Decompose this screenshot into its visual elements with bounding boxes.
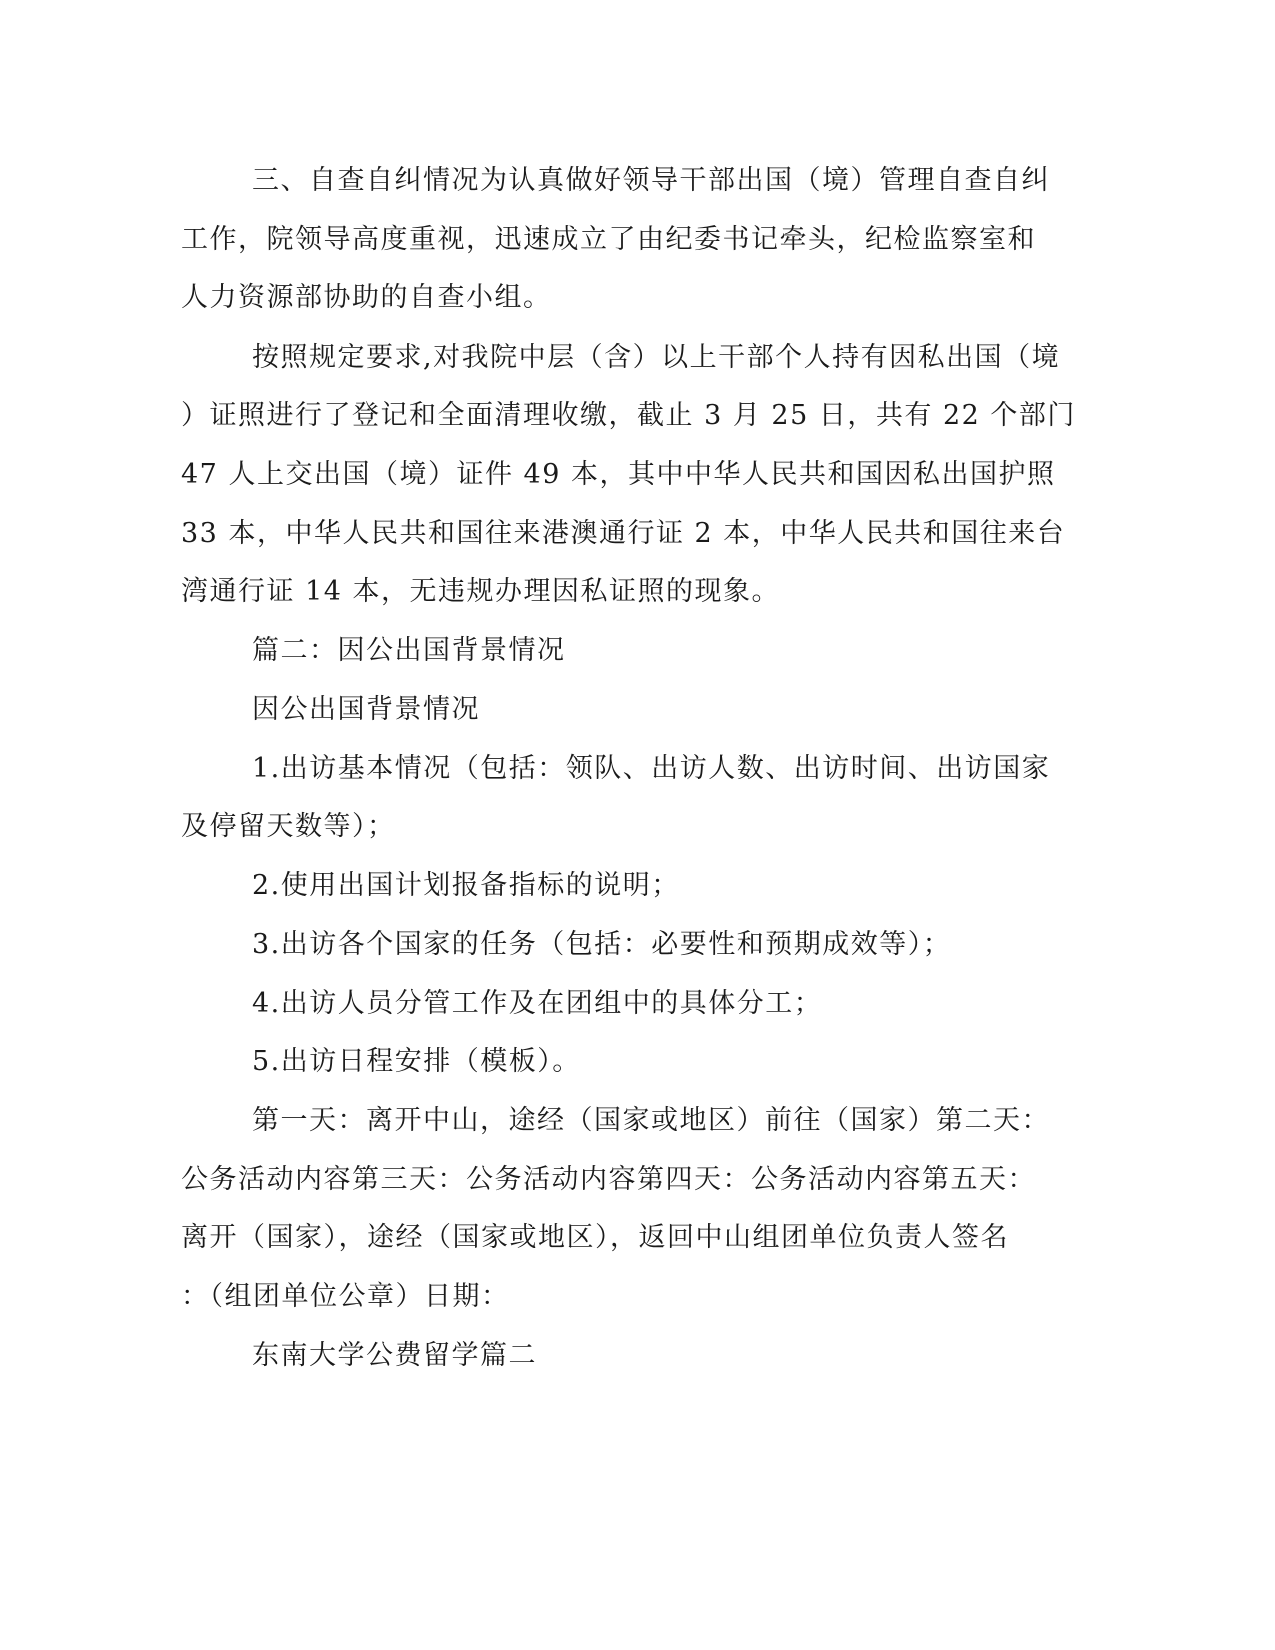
list-item: 3.出访各个国家的任务（包括：必要性和预期成效等）； (252, 929, 952, 960)
list-item: 5.出访日程安排（模板）。 (252, 1046, 581, 1077)
paragraph-line: ）证照进行了登记和全面清理收缴，截止 3 月 25 日，共有 22 个部门 (181, 400, 1076, 431)
list-item-continuation: 及停留天数等）； (181, 811, 396, 842)
paragraph-line: 工作，院领导高度重视，迅速成立了由纪委书记牵头，纪检监察室和 (181, 224, 1036, 255)
paragraph-line: 33 本，中华人民共和国往来港澳通行证 2 本，中华人民共和国往来台 (181, 518, 1066, 549)
list-item: 1.出访基本情况（包括：领队、出访人数、出访时间、出访国家 (252, 753, 1051, 784)
paragraph-line: 人力资源部协助的自查小组。 (181, 282, 552, 313)
paragraph-line: 按照规定要求,对我院中层（含）以上干部个人持有因私出国（境 (252, 342, 1061, 373)
paragraph-line: ：（组团单位公章）日期： (181, 1281, 510, 1312)
paragraph-line: 三、自查自纠情况为认真做好领导干部出国（境）管理自查自纠 (252, 165, 1050, 196)
list-item: 2.使用出国计划报备指标的说明； (252, 870, 680, 901)
list-item: 4.出访人员分管工作及在团组中的具体分工； (252, 988, 823, 1019)
paragraph-line: 47 人上交出国（境）证件 49 本，其中中华人民共和国因私出国护照 (181, 459, 1056, 490)
section-subheading: 因公出国背景情况 (252, 694, 480, 725)
paragraph-line: 湾通行证 14 本，无违规办理因私证照的现象。 (181, 576, 781, 607)
section-heading: 东南大学公费留学篇二 (252, 1340, 537, 1371)
section-heading: 篇二：因公出国背景情况 (252, 635, 566, 666)
paragraph-line: 离开（国家），途经（国家或地区），返回中山组团单位负责人签名 (181, 1222, 1009, 1253)
paragraph-line: 公务活动内容第三天：公务活动内容第四天：公务活动内容第五天： (181, 1164, 1036, 1195)
paragraph-line: 第一天：离开中山，途经（国家或地区）前往（国家）第二天： (252, 1105, 1050, 1136)
